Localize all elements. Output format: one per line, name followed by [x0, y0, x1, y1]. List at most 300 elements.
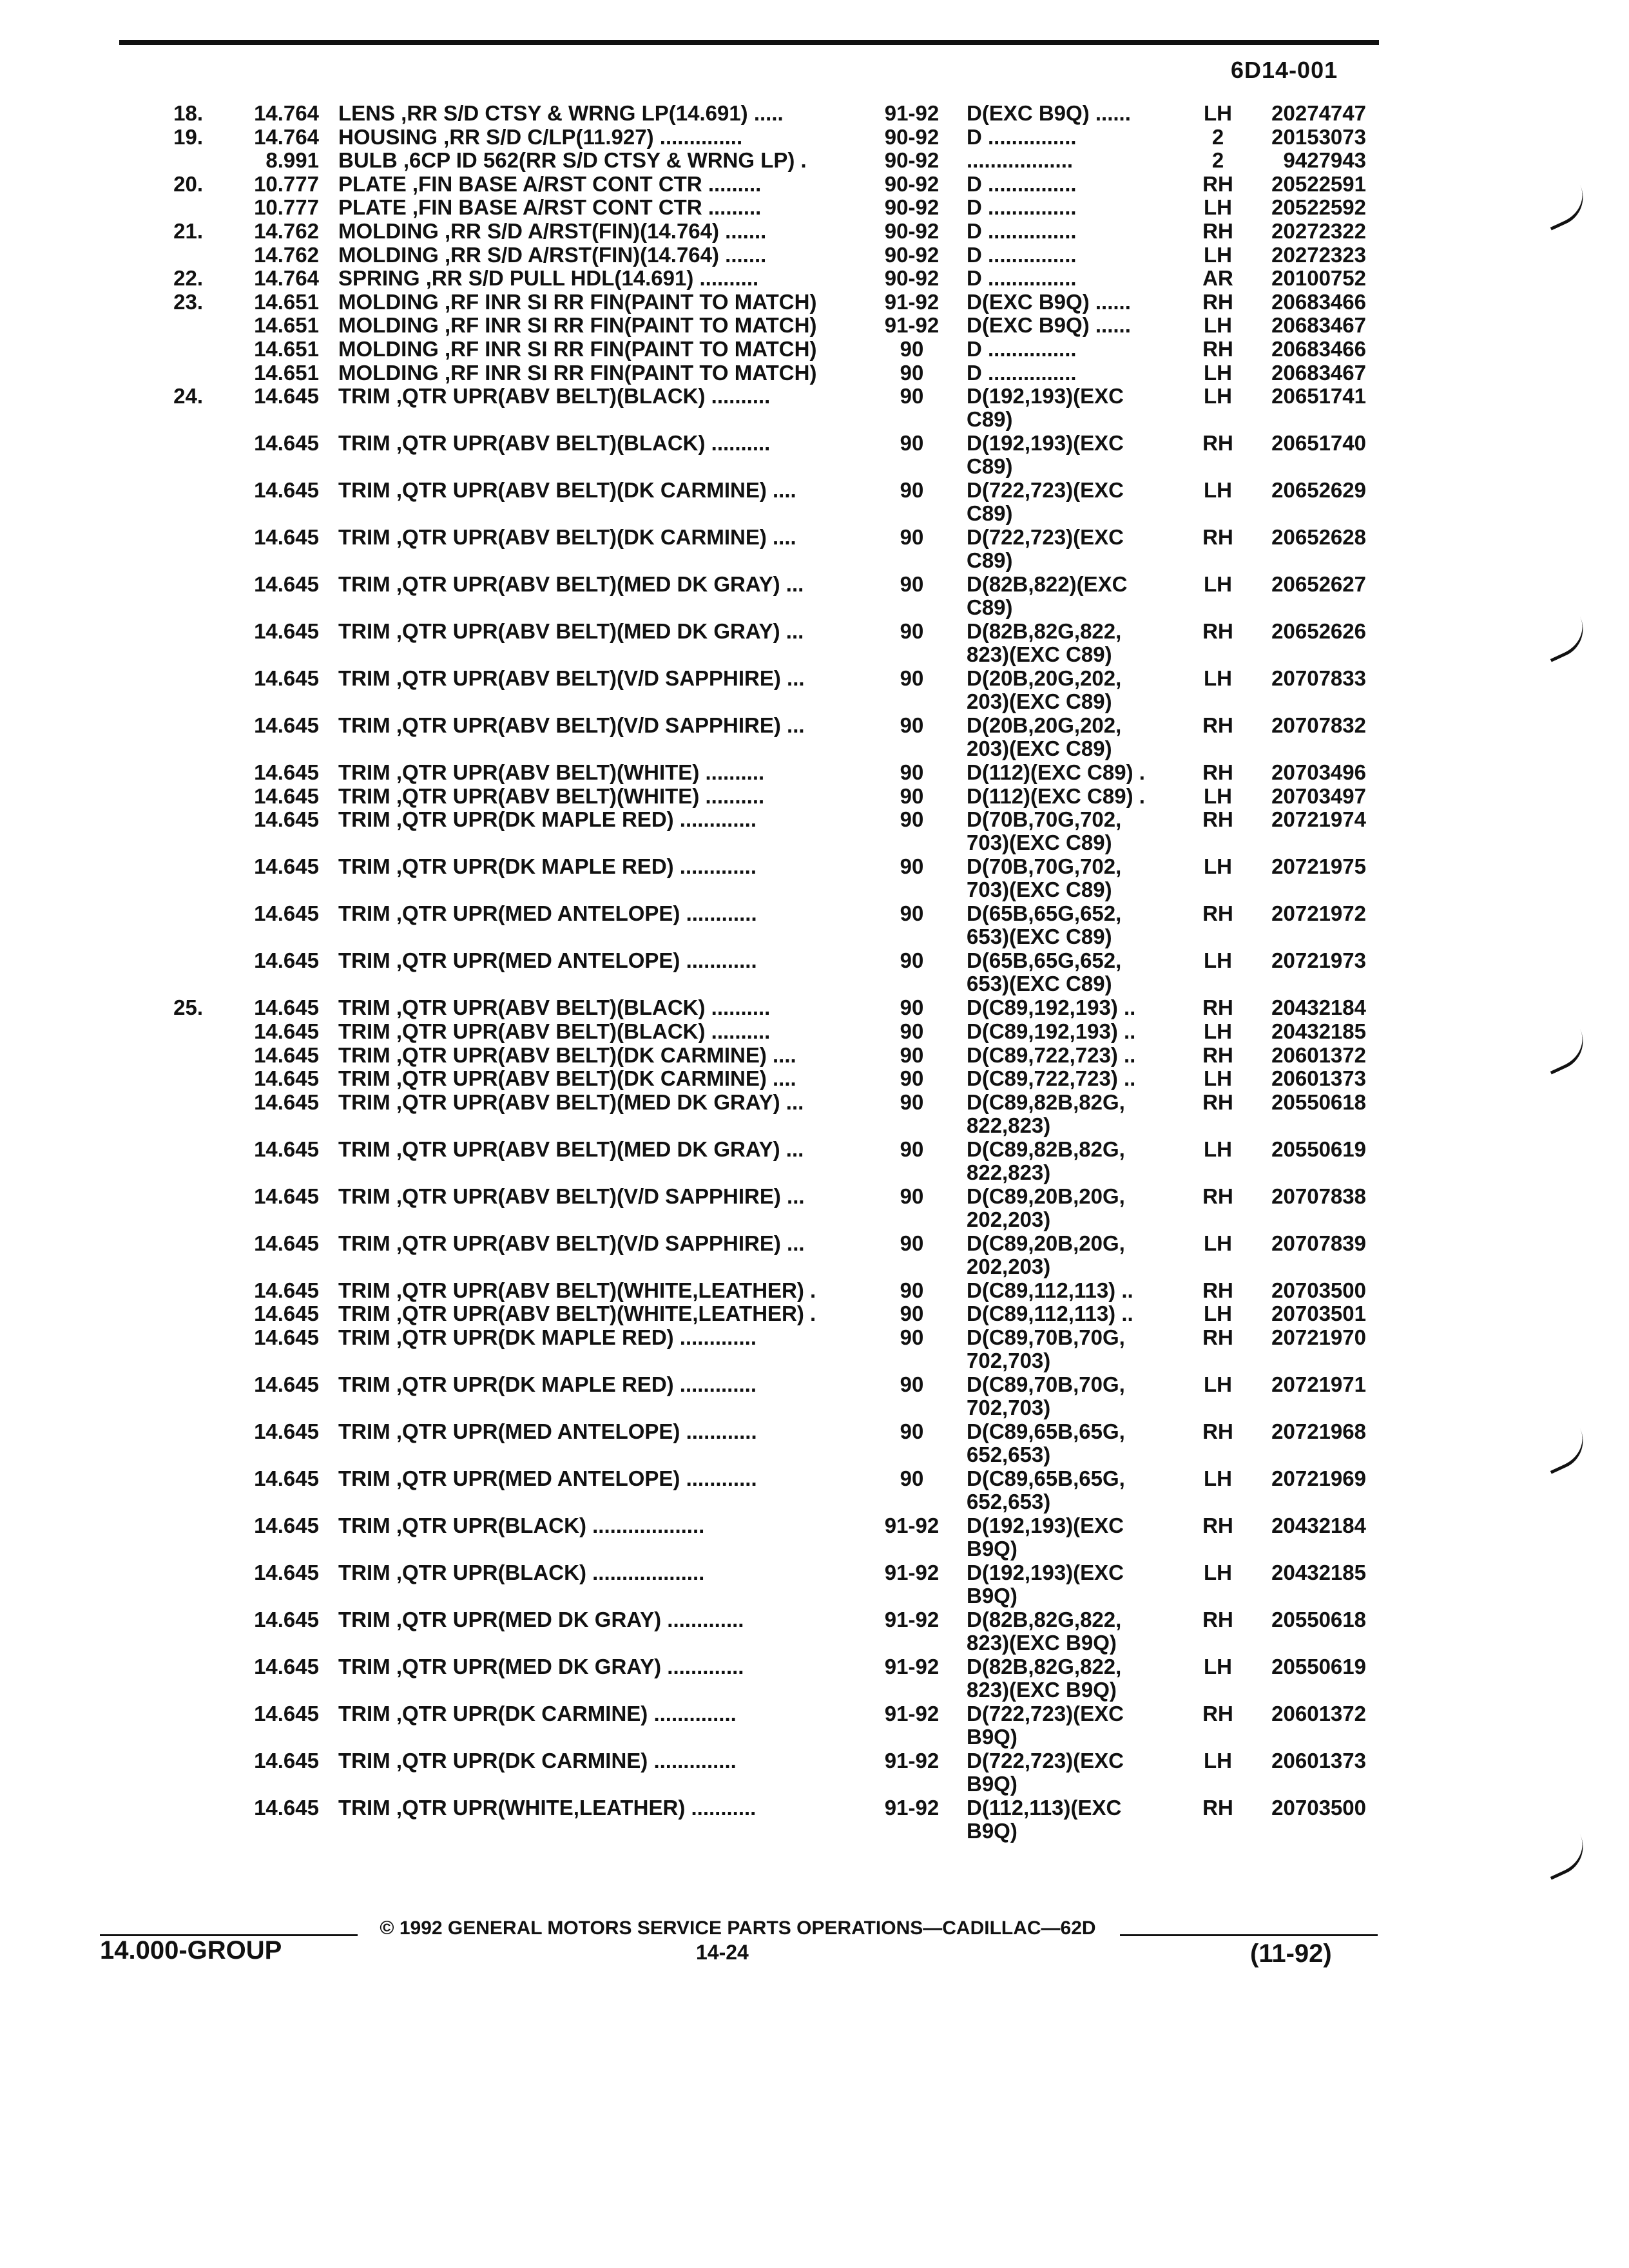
- group-number: 14.645: [254, 1325, 319, 1349]
- parts-row: [0, 267, 1629, 290]
- side-or-quantity: LH: [1204, 313, 1232, 338]
- part-number: 20601372: [1271, 1043, 1366, 1067]
- parts-row: [0, 666, 1629, 714]
- model-code: D ...............: [967, 267, 1077, 291]
- model-code: D(112)(EXC C89) .: [967, 761, 1145, 785]
- parts-row: [0, 102, 1629, 125]
- model-code: D ...............: [967, 220, 1077, 243]
- model-year: 90: [900, 619, 924, 644]
- group-number: 14.645: [254, 807, 319, 832]
- model-code: D(70B,70G,702,: [967, 808, 1122, 832]
- group-number: 14.764: [254, 266, 319, 291]
- part-number: 20721971: [1271, 1372, 1366, 1396]
- parts-row: [0, 291, 1629, 314]
- parts-row: [0, 1044, 1629, 1067]
- parts-row: [0, 1702, 1629, 1749]
- model-code-continued: B9Q): [967, 1772, 1017, 1796]
- parts-row: [0, 244, 1629, 267]
- group-number: 14.645: [254, 431, 319, 456]
- part-description: TRIM ,QTR UPR(ABV BELT)(MED DK GRAY) ...: [338, 1137, 804, 1161]
- part-description: TRIM ,QTR UPR(ABV BELT)(V/D SAPPHIRE) ...: [338, 1184, 805, 1208]
- parts-row: [0, 1279, 1629, 1302]
- group-number: 8.991: [265, 148, 319, 173]
- parts-row: [0, 901, 1629, 949]
- model-code: D(82B,82G,822,: [967, 1608, 1122, 1631]
- parts-row: [0, 1514, 1629, 1561]
- item-number: 22.: [173, 266, 203, 291]
- group-number: 14.645: [254, 1655, 319, 1678]
- part-number: 20721969: [1271, 1466, 1366, 1490]
- part-description: TRIM ,QTR UPR(ABV BELT)(DK CARMINE) ....: [338, 526, 796, 550]
- group-number: 14.645: [254, 384, 319, 408]
- part-description: TRIM ,QTR UPR(ABV BELT)(V/D SAPPHIRE) ...: [338, 667, 805, 691]
- side-or-quantity: LH: [1204, 1302, 1232, 1326]
- footer-date: (11-92): [1250, 1939, 1332, 1968]
- parts-row: [0, 126, 1629, 149]
- model-code-continued: C89): [967, 407, 1013, 432]
- model-code: D ...............: [967, 361, 1077, 385]
- parts-row: [0, 572, 1629, 620]
- model-code-continued: B9Q): [967, 1584, 1017, 1608]
- part-number: 20432184: [1271, 1514, 1366, 1537]
- part-number: 20707833: [1271, 666, 1366, 691]
- model-code-continued: 652,653): [967, 1443, 1051, 1466]
- side-or-quantity: RH: [1202, 1043, 1233, 1067]
- model-code-continued: 822,823): [967, 1160, 1051, 1184]
- side-or-quantity: LH: [1204, 1066, 1232, 1091]
- group-number: 14.645: [254, 1466, 319, 1490]
- part-number: 20550619: [1271, 1655, 1366, 1678]
- model-year: 90: [900, 1302, 924, 1326]
- part-description: TRIM ,QTR UPR(ABV BELT)(V/D SAPPHIRE) ...: [338, 1231, 805, 1255]
- model-code: D(65B,65G,652,: [967, 902, 1122, 926]
- side-or-quantity: LH: [1204, 572, 1232, 597]
- model-year: 90: [900, 1019, 924, 1043]
- group-number: 14.645: [254, 1561, 319, 1584]
- model-year: 90: [900, 572, 924, 597]
- model-year: 90: [900, 1325, 924, 1349]
- part-description: LENS ,RR S/D CTSY & WRNG LP(14.691) .....: [338, 102, 784, 125]
- side-or-quantity: RH: [1202, 337, 1233, 361]
- model-year: 90: [900, 783, 924, 808]
- top-rule: [119, 40, 1379, 45]
- model-year: 90: [900, 1419, 924, 1443]
- part-number: 20703500: [1271, 1796, 1366, 1820]
- part-number: 20550619: [1271, 1137, 1366, 1161]
- parts-row: [0, 149, 1629, 172]
- group-number: 14.645: [254, 666, 319, 691]
- model-year: 90-92: [884, 266, 940, 291]
- model-year: 90-92: [884, 124, 940, 149]
- model-code: D(20B,20G,202,: [967, 714, 1122, 738]
- part-description: MOLDING ,RF INR SI RR FIN(PAINT TO MATCH): [338, 290, 817, 314]
- side-or-quantity: RH: [1202, 1514, 1233, 1537]
- model-year: 90-92: [884, 195, 940, 220]
- model-year: 90: [900, 1278, 924, 1302]
- side-or-quantity: LH: [1204, 1655, 1232, 1678]
- model-code: D(C89,82B,82G,: [967, 1090, 1125, 1114]
- part-description: SPRING ,RR S/D PULL HDL(14.691) ..........: [338, 267, 759, 291]
- part-number: 20683467: [1271, 360, 1366, 385]
- part-description: TRIM ,QTR UPR(BLACK) ...................: [338, 1514, 705, 1537]
- group-number: 14.645: [254, 995, 319, 1020]
- item-number: 21.: [173, 219, 203, 243]
- parts-row: [0, 384, 1629, 432]
- part-number: 20703496: [1271, 760, 1366, 785]
- side-or-quantity: AR: [1202, 266, 1233, 291]
- model-code: D(722,723)(EXC: [967, 526, 1124, 550]
- group-number: 14.645: [254, 1419, 319, 1443]
- footer-page-number: 14-24: [696, 1941, 749, 1964]
- model-code: D(722,723)(EXC: [967, 1749, 1124, 1773]
- side-or-quantity: LH: [1204, 1466, 1232, 1490]
- model-code-continued: 203)(EXC C89): [967, 689, 1112, 714]
- model-year: 90: [900, 666, 924, 691]
- parts-row: [0, 173, 1629, 196]
- group-number: 14.645: [254, 1137, 319, 1161]
- parts-row: [0, 713, 1629, 761]
- model-year: 91-92: [884, 101, 940, 125]
- parts-row: [0, 1231, 1629, 1278]
- model-year: 91-92: [884, 1561, 940, 1584]
- model-code-continued: 703)(EXC C89): [967, 878, 1112, 902]
- part-number: 20707838: [1271, 1184, 1366, 1208]
- side-or-quantity: LH: [1204, 1372, 1232, 1396]
- part-number: 20721974: [1271, 807, 1366, 832]
- model-code: D(82B,822)(EXC: [967, 573, 1128, 597]
- model-code: D(EXC B9Q) ......: [967, 102, 1131, 125]
- part-number: 9427943: [1283, 148, 1366, 173]
- part-description: TRIM ,QTR UPR(ABV BELT)(WHITE) ..........: [338, 761, 765, 785]
- model-code: D(192,193)(EXC: [967, 385, 1124, 408]
- parts-row: [0, 1184, 1629, 1231]
- model-code: D(C89,65B,65G,: [967, 1467, 1125, 1490]
- side-or-quantity: LH: [1204, 854, 1232, 879]
- part-description: TRIM ,QTR UPR(DK MAPLE RED) .............: [338, 1326, 757, 1349]
- part-description: TRIM ,QTR UPR(BLACK) ...................: [338, 1561, 705, 1584]
- model-year: 90: [900, 807, 924, 832]
- part-description: TRIM ,QTR UPR(DK MAPLE RED) .............: [338, 1373, 757, 1396]
- footer-group: 14.000-GROUP: [100, 1936, 282, 1965]
- parts-row: [0, 525, 1629, 573]
- model-code: D(C89,112,113) ..: [967, 1278, 1133, 1302]
- part-description: TRIM ,QTR UPR(MED DK GRAY) .............: [338, 1608, 744, 1631]
- side-or-quantity: RH: [1202, 1090, 1233, 1114]
- group-number: 14.651: [254, 360, 319, 385]
- parts-row: [0, 338, 1629, 361]
- part-number: 20522591: [1271, 171, 1366, 196]
- group-number: 14.645: [254, 1608, 319, 1631]
- model-year: 90: [900, 760, 924, 785]
- model-code: D(C89,82B,82G,: [967, 1137, 1125, 1161]
- parts-row: [0, 785, 1629, 808]
- side-or-quantity: RH: [1202, 807, 1233, 832]
- model-code: D(C89,192,193) ..: [967, 1020, 1136, 1043]
- part-description: TRIM ,QTR UPR(ABV BELT)(BLACK) ..........: [338, 996, 771, 1020]
- model-code-continued: C89): [967, 548, 1013, 573]
- part-description: TRIM ,QTR UPR(ABV BELT)(DK CARMINE) ....: [338, 1067, 796, 1091]
- parts-row: [0, 1090, 1629, 1137]
- parts-row: [0, 1749, 1629, 1796]
- part-number: 20721968: [1271, 1419, 1366, 1443]
- check-mark-icon: [1539, 1834, 1592, 1879]
- group-number: 14.645: [254, 1066, 319, 1091]
- group-number: 14.645: [254, 1090, 319, 1114]
- model-year: 91-92: [884, 1608, 940, 1631]
- group-number: 14.645: [254, 1372, 319, 1396]
- part-number: 20721970: [1271, 1325, 1366, 1349]
- model-code: D(722,723)(EXC: [967, 1702, 1124, 1725]
- model-code-continued: 653)(EXC C89): [967, 925, 1112, 949]
- side-or-quantity: LH: [1204, 1137, 1232, 1161]
- part-description: BULB ,6CP ID 562(RR S/D CTSY & WRNG LP) .: [338, 149, 807, 173]
- parts-row: [0, 220, 1629, 243]
- model-code: D(C89,65B,65G,: [967, 1420, 1125, 1443]
- parts-row: [0, 1325, 1629, 1372]
- part-description: HOUSING ,RR S/D C/LP(11.927) ..............: [338, 125, 743, 149]
- side-or-quantity: LH: [1204, 666, 1232, 691]
- part-description: MOLDING ,RF INR SI RR FIN(PAINT TO MATCH): [338, 338, 817, 361]
- part-description: TRIM ,QTR UPR(ABV BELT)(MED DK GRAY) ...: [338, 573, 804, 597]
- item-number: 18.: [173, 101, 203, 125]
- group-number: 14.645: [254, 901, 319, 926]
- model-year: 90: [900, 1043, 924, 1067]
- part-number: 20272323: [1271, 242, 1366, 267]
- part-number: 20550618: [1271, 1608, 1366, 1631]
- model-code-continued: 652,653): [967, 1490, 1051, 1514]
- model-year: 91-92: [884, 1702, 940, 1725]
- group-number: 14.645: [254, 1702, 319, 1725]
- side-or-quantity: LH: [1204, 1019, 1232, 1043]
- part-number: 20272322: [1271, 219, 1366, 243]
- item-number: 19.: [173, 124, 203, 149]
- model-year: 90: [900, 1137, 924, 1161]
- model-code: D(112)(EXC C89) .: [967, 784, 1145, 808]
- side-or-quantity: LH: [1204, 242, 1232, 267]
- model-year: 90: [900, 431, 924, 456]
- model-code: D(65B,65G,652,: [967, 949, 1122, 973]
- part-number: 20100752: [1271, 266, 1366, 291]
- side-or-quantity: RH: [1202, 1796, 1233, 1820]
- part-description: MOLDING ,RR S/D A/RST(FIN)(14.764) .......: [338, 243, 767, 267]
- model-code: D ...............: [967, 338, 1077, 361]
- part-number: 20274747: [1271, 101, 1366, 125]
- side-or-quantity: RH: [1202, 1325, 1233, 1349]
- part-number: 20432185: [1271, 1561, 1366, 1584]
- group-number: 14.645: [254, 478, 319, 503]
- model-code: D(82B,82G,822,: [967, 1655, 1122, 1678]
- model-code: D(722,723)(EXC: [967, 479, 1124, 503]
- model-code-continued: 703)(EXC C89): [967, 831, 1112, 855]
- model-year: 91-92: [884, 313, 940, 338]
- parts-row: [0, 1020, 1629, 1043]
- parts-row: [0, 1302, 1629, 1325]
- model-code: D(EXC B9Q) ......: [967, 314, 1131, 338]
- model-year: 90: [900, 713, 924, 738]
- side-or-quantity: LH: [1204, 783, 1232, 808]
- parts-row: [0, 314, 1629, 337]
- model-code: D(C89,20B,20G,: [967, 1231, 1125, 1255]
- part-number: 20721975: [1271, 854, 1366, 879]
- part-number: 20432184: [1271, 995, 1366, 1020]
- part-description: TRIM ,QTR UPR(DK MAPLE RED) .............: [338, 855, 757, 879]
- model-year: 90: [900, 478, 924, 503]
- model-code: D(70B,70G,702,: [967, 855, 1122, 879]
- parts-row: [0, 1372, 1629, 1419]
- model-code-continued: C89): [967, 454, 1013, 479]
- part-number: 20721972: [1271, 901, 1366, 926]
- part-number: 20707839: [1271, 1231, 1366, 1255]
- part-number: 20652628: [1271, 525, 1366, 550]
- model-code: D(C89,70B,70G,: [967, 1326, 1125, 1349]
- group-number: 14.762: [254, 219, 319, 243]
- item-number: 20.: [173, 171, 203, 196]
- model-code-continued: B9Q): [967, 1725, 1017, 1749]
- part-number: 20601373: [1271, 1749, 1366, 1773]
- group-number: 14.645: [254, 1796, 319, 1820]
- part-number: 20683466: [1271, 289, 1366, 314]
- model-code: D(192,193)(EXC: [967, 1561, 1124, 1584]
- parts-row: [0, 1561, 1629, 1608]
- part-description: TRIM ,QTR UPR(MED ANTELOPE) ............: [338, 902, 757, 926]
- model-year: 90: [900, 1184, 924, 1208]
- part-number: 20721973: [1271, 948, 1366, 973]
- group-number: 14.645: [254, 1231, 319, 1255]
- model-year: 91-92: [884, 1796, 940, 1820]
- parts-row: [0, 761, 1629, 784]
- item-number: 24.: [173, 384, 203, 408]
- side-or-quantity: RH: [1202, 1419, 1233, 1443]
- parts-row: [0, 807, 1629, 855]
- part-number: 20522592: [1271, 195, 1366, 220]
- part-description: MOLDING ,RF INR SI RR FIN(PAINT TO MATCH): [338, 314, 817, 338]
- parts-row: [0, 1419, 1629, 1466]
- model-year: 90: [900, 948, 924, 973]
- group-number: 14.645: [254, 1184, 319, 1208]
- parts-row: [0, 1796, 1629, 1843]
- side-or-quantity: RH: [1202, 760, 1233, 785]
- model-code: D(C89,722,723) ..: [967, 1067, 1136, 1091]
- group-number: 14.651: [254, 313, 319, 338]
- part-number: 20601372: [1271, 1702, 1366, 1725]
- group-number: 14.762: [254, 242, 319, 267]
- model-code: D(192,193)(EXC: [967, 432, 1124, 456]
- model-year: 90: [900, 1231, 924, 1255]
- parts-row: [0, 1655, 1629, 1702]
- model-year: 90: [900, 1372, 924, 1396]
- model-year: 91-92: [884, 1514, 940, 1537]
- parts-row: [0, 1067, 1629, 1090]
- model-code-continued: 823)(EXC B9Q): [967, 1631, 1117, 1655]
- part-number: 20652627: [1271, 572, 1366, 597]
- group-number: 14.645: [254, 1019, 319, 1043]
- side-or-quantity: RH: [1202, 1608, 1233, 1631]
- part-number: 20651740: [1271, 431, 1366, 456]
- side-or-quantity: RH: [1202, 289, 1233, 314]
- side-or-quantity: LH: [1204, 1231, 1232, 1255]
- model-year: 90-92: [884, 148, 940, 173]
- group-number: 14.645: [254, 1302, 319, 1326]
- group-number: 14.651: [254, 289, 319, 314]
- group-number: 14.645: [254, 1043, 319, 1067]
- side-or-quantity: 2: [1211, 148, 1224, 173]
- part-description: TRIM ,QTR UPR(MED ANTELOPE) ............: [338, 949, 757, 973]
- model-year: 90: [900, 384, 924, 408]
- side-or-quantity: RH: [1202, 171, 1233, 196]
- model-year: 90: [900, 360, 924, 385]
- model-code-continued: 202,203): [967, 1254, 1051, 1278]
- model-year: 90: [900, 337, 924, 361]
- model-year: 90: [900, 1466, 924, 1490]
- part-description: PLATE ,FIN BASE A/RST CONT CTR .........: [338, 172, 762, 196]
- parts-row: [0, 196, 1629, 219]
- part-description: TRIM ,QTR UPR(WHITE,LEATHER) ...........: [338, 1796, 757, 1820]
- model-code-continued: 822,823): [967, 1113, 1051, 1137]
- group-number: 14.764: [254, 101, 319, 125]
- model-year: 91-92: [884, 1655, 940, 1678]
- model-code: D(192,193)(EXC: [967, 1514, 1124, 1537]
- model-code: D(EXC B9Q) ......: [967, 290, 1131, 314]
- parts-row: [0, 361, 1629, 385]
- part-number: 20652629: [1271, 478, 1366, 503]
- parts-row: [0, 431, 1629, 479]
- side-or-quantity: RH: [1202, 1278, 1233, 1302]
- model-year: 90-92: [884, 171, 940, 196]
- group-number: 14.651: [254, 337, 319, 361]
- part-description: TRIM ,QTR UPR(DK CARMINE) ..............: [338, 1749, 737, 1773]
- model-code-continued: 823)(EXC C89): [967, 642, 1112, 667]
- side-or-quantity: LH: [1204, 948, 1232, 973]
- group-number: 14.645: [254, 783, 319, 808]
- part-description: TRIM ,QTR UPR(ABV BELT)(MED DK GRAY) ...: [338, 620, 804, 644]
- side-or-quantity: RH: [1202, 619, 1233, 644]
- model-year: 90: [900, 1066, 924, 1091]
- parts-row: [0, 948, 1629, 996]
- model-code-continued: C89): [967, 595, 1013, 620]
- parts-row: [0, 996, 1629, 1019]
- part-number: 20153073: [1271, 124, 1366, 149]
- side-or-quantity: LH: [1204, 478, 1232, 503]
- model-code: D(82B,82G,822,: [967, 620, 1122, 644]
- model-code: D(C89,192,193) ..: [967, 996, 1136, 1020]
- group-number: 14.764: [254, 124, 319, 149]
- group-number: 14.645: [254, 948, 319, 973]
- part-description: TRIM ,QTR UPR(ABV BELT)(WHITE) ..........: [338, 784, 765, 808]
- model-code-continued: 702,703): [967, 1349, 1051, 1372]
- item-number: 23.: [173, 289, 203, 314]
- part-number: 20651741: [1271, 384, 1366, 408]
- model-code: D(C89,20B,20G,: [967, 1184, 1125, 1208]
- part-number: 20703500: [1271, 1278, 1366, 1302]
- part-description: TRIM ,QTR UPR(ABV BELT)(BLACK) ..........: [338, 385, 771, 408]
- part-number: 20652626: [1271, 619, 1366, 644]
- model-code: D ...............: [967, 125, 1077, 149]
- page-code: 6D14-001: [1231, 57, 1338, 83]
- part-number: 20703497: [1271, 783, 1366, 808]
- part-number: 20601373: [1271, 1066, 1366, 1091]
- parts-row: [0, 1137, 1629, 1184]
- part-description: TRIM ,QTR UPR(MED ANTELOPE) ............: [338, 1420, 757, 1443]
- side-or-quantity: 2: [1211, 124, 1224, 149]
- part-description: TRIM ,QTR UPR(MED DK GRAY) .............: [338, 1655, 744, 1678]
- model-year: 90: [900, 854, 924, 879]
- parts-row: [0, 1608, 1629, 1655]
- side-or-quantity: RH: [1202, 1184, 1233, 1208]
- side-or-quantity: RH: [1202, 525, 1233, 550]
- footer-rule: [1120, 1934, 1378, 1936]
- model-code: D(112,113)(EXC: [967, 1796, 1122, 1820]
- part-number: 20707832: [1271, 713, 1366, 738]
